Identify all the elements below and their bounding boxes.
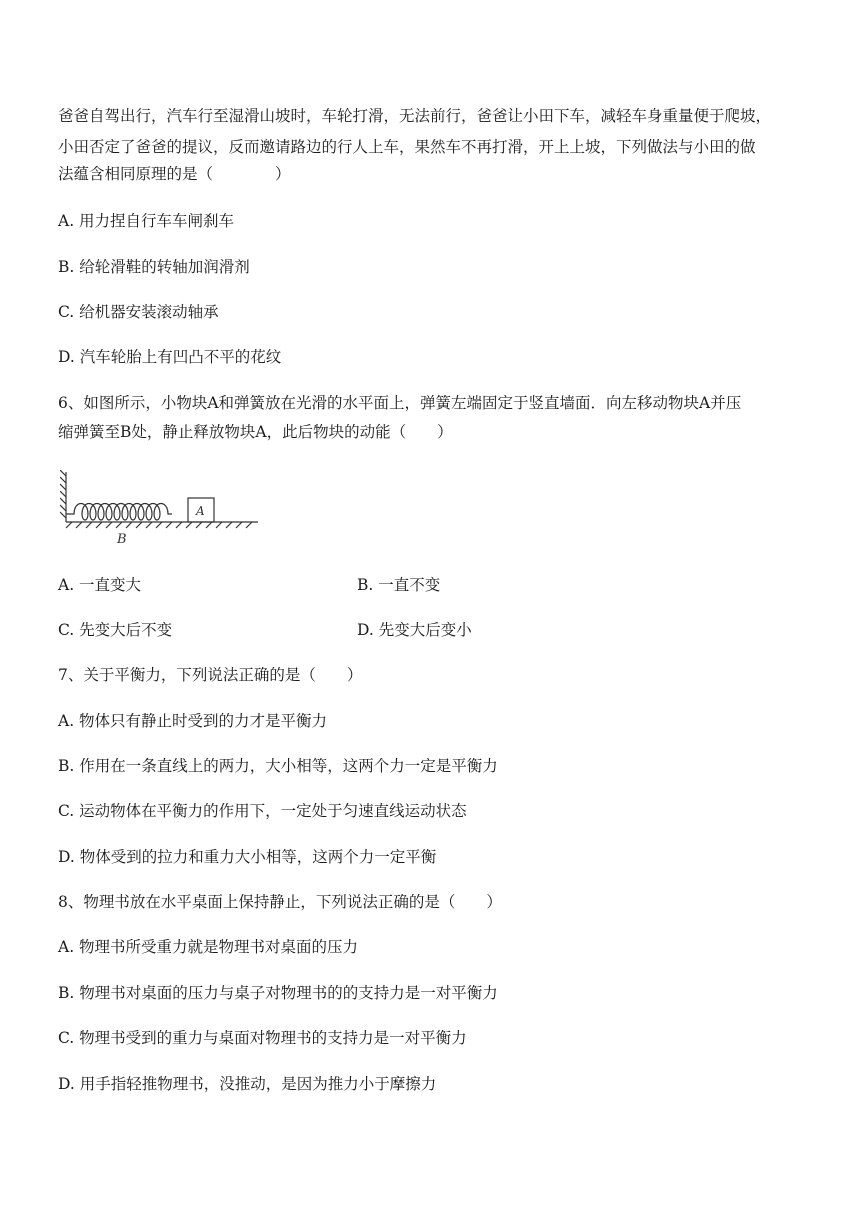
q5-option-d[interactable]: D. 汽车轮胎上有凹凸不平的花纹 [58,348,282,366]
q6-option-d[interactable]: D. 先变大后变小 [357,621,472,639]
block-a-label: A [196,504,205,518]
q7-stem: 7、关于平衡力，下列说法正确的是（ ） [58,666,363,684]
q6-option-a[interactable]: A. 一直变大 [58,576,142,594]
q5-option-a[interactable]: A. 用力捏自行车车闸刹车 [58,212,235,230]
q5-stem-line-1: 爸爸自驾出行，汽车行至湿滑山坡时，车轮打滑，无法前行，爸爸让小田下车，减轻车身重量便于爬坡， [58,107,772,125]
floor-hatch [66,522,252,528]
q7-option-b[interactable]: B. 作用在一条直线上的两力，大小相等，这两个力一定是平衡力 [58,757,498,775]
q5-option-c[interactable]: C. 给机器安装滚动轴承 [58,303,219,321]
q7-option-c[interactable]: C. 运动物体在平衡力的作用下，一定处于匀速直线运动状态 [58,802,467,820]
q8-stem: 8、物理书放在水平桌面上保持静止，下列说法正确的是（ ） [58,893,502,911]
q6-option-b[interactable]: B. 一直不变 [357,576,441,594]
wall-hatch [60,470,66,518]
q6-stem-line-2: 缩弹簧至B处，静止释放物块A，此后物块的动能（ ） [58,423,453,441]
q8-option-c[interactable]: C. 物理书受到的重力与桌面对物理书的支持力是一对平衡力 [58,1029,467,1047]
q5-option-b[interactable]: B. 给轮滑鞋的转轴加润滑剂 [58,258,250,276]
q6-stem-line-1: 6、如图所示，小物块A和弹簧放在光滑的水平面上，弹簧左端固定于竖直墙面．向左移动物块A并压 [58,394,742,412]
q8-option-d[interactable]: D. 用手指轻推物理书，没推动，是因为推力小于摩擦力 [58,1075,437,1093]
q8-option-b[interactable]: B. 物理书对桌面的压力与桌子对物理书的的支持力是一对平衡力 [58,984,498,1002]
spring-diagram [60,470,265,550]
q6-option-c[interactable]: C. 先变大后不变 [58,621,173,639]
q5-stem-line-3: 法蕴含相同原理的是（ ） [58,165,291,183]
spring-coil [66,504,172,521]
q7-option-a[interactable]: A. 物体只有静止时受到的力才是平衡力 [58,712,328,730]
q5-stem-line-2: 小田否定了爸爸的提议，反而邀请路边的行人上车，果然车不再打滑，开上上坡，下列做法与小田的做 [58,138,756,156]
q8-option-a[interactable]: A. 物理书所受重力就是物理书对桌面的压力 [58,938,359,956]
spring-block-figure [60,470,265,550]
point-b-label: B [117,532,127,547]
q7-option-d[interactable]: D. 物体受到的拉力和重力大小相等，这两个力一定平衡 [58,848,437,866]
